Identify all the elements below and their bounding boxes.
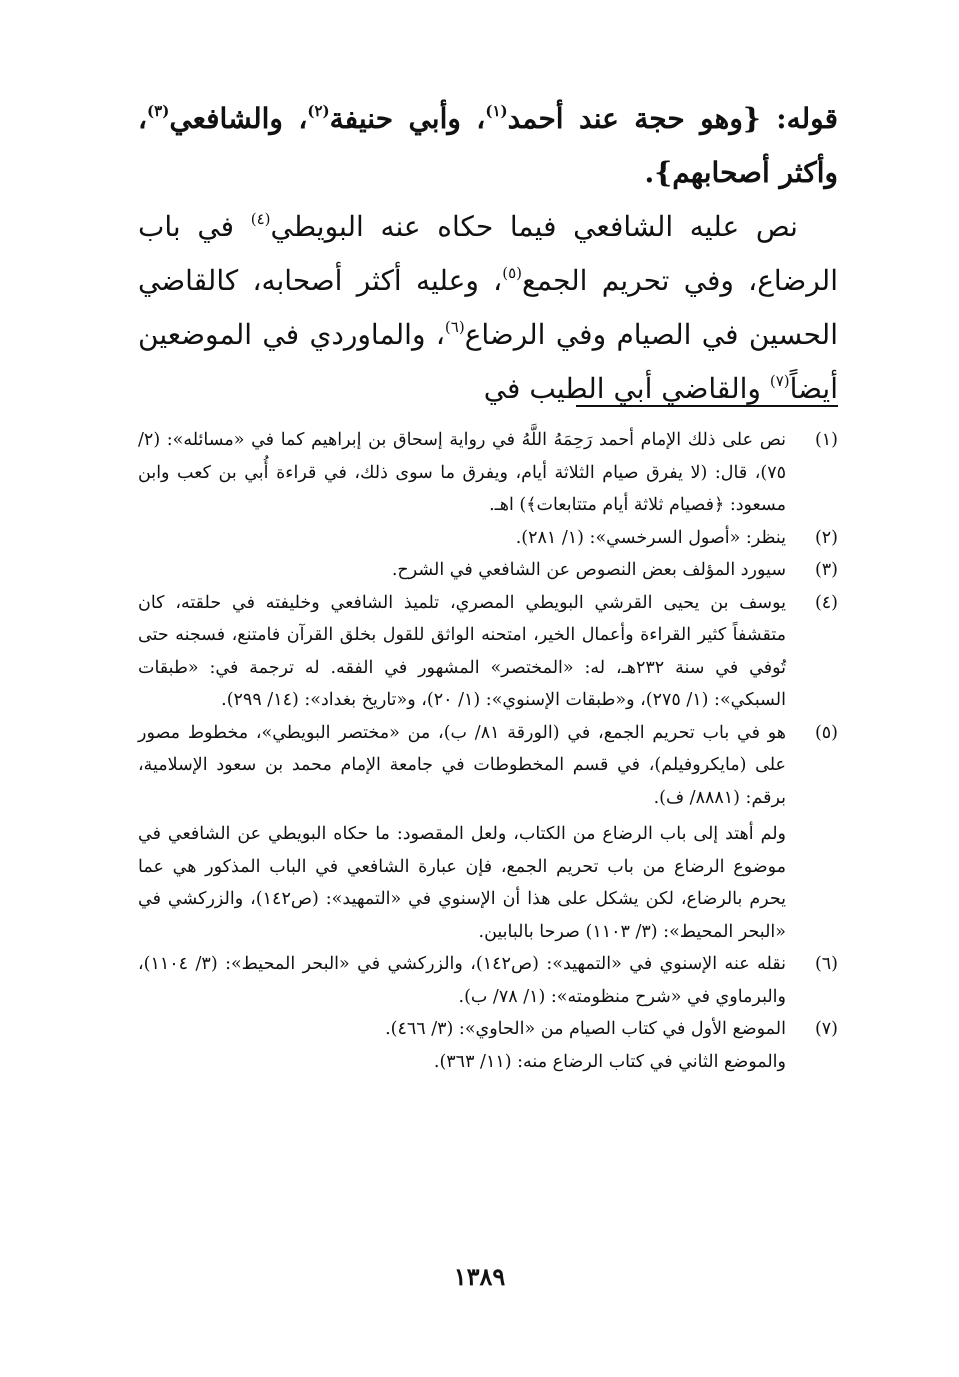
footnote-ref-6[interactable]: (٦)	[444, 318, 465, 336]
footnote-5-continuation: ولم أهتد إلى باب الرضاع من الكتاب، ولعل المقصود: ما حكاه البويطي عن الشافعي في موضوع الرضاع من باب تحريم الجمع، فإن عبارة الشافعي في الباب المذكور هي عما يحرم بالرضاع، لكن يشكل على هذا أن الإسنوي في «التمهيد»: (ص١٤٢)، والزركشي في «البحر المحيط»: (٣/ ١١٠٣) صرحا بالبابين.	[138, 824, 786, 942]
quoted-matn: قوله: {وهو حجة عند أحمد$^{(١)}$، وأبي حنيفة$^{(٢)}$، والشافعي$^{(٣)}$، وأكثر أصحابهم}.	[138, 102, 838, 189]
footnote-4	[138, 587, 838, 717]
footnote-3	[138, 554, 838, 587]
footnote-7-continuation: والموضع الثاني في كتاب الرضاع منه: (١١/ ٣٦٣).	[433, 1051, 786, 1072]
footnote-1	[138, 424, 838, 522]
footnote-number: (٣)	[814, 560, 838, 580]
footnote-text: نقله عنه الإسنوي في «التمهيد»: (ص١٤٢)، والزركشي في «البحر المحيط»: (٣/ ١١٠٤)، والبرماوي في «شرح منظومته»: (١/ ٧٨/ ب).	[138, 954, 786, 1007]
footnote-ref-3[interactable]: (٣)	[147, 102, 170, 120]
footnote-ref-1[interactable]: (١)	[485, 102, 508, 120]
footnote-number: (٤)	[814, 592, 838, 613]
footnote-number: (٧)	[814, 1019, 838, 1039]
page-number: ١٣٨٩	[453, 1262, 506, 1291]
footnote-text: يوسف بن يحيى القرشي البويطي المصري، تلميذ الشافعي وخليفته في حلقته، كان متقشفاً كثير القراءة وأعمال الخير، امتحنه الواثق للقول بخلق القرآن فامتنع، فسجنه حتى تُوفي في سنة ٢٣٢هـ، له: «المختصر» المشهور في الفقه. له ترجمة في: «طبقات السبكي»: (١/ ٢٧٥)، و«طبقات الإسنوي»: (١/ ٢٠)، و«تاريخ بغداد»: (١٤/ ٢٩٩).	[138, 592, 786, 710]
footnote-5	[138, 717, 838, 815]
footnotes	[138, 424, 838, 1078]
footnote-text: ينظر: «أصول السرخسي»: (١/ ٢٨١).	[515, 527, 786, 548]
footnote-text: سيورد المؤلف بعض النصوص عن الشافعي في الشرح.	[391, 560, 786, 580]
main-text	[138, 92, 838, 416]
footnote-ref-4[interactable]: (٤)	[250, 210, 271, 228]
commentary-paragraph: نص عليه الشافعي فيما حكاه عنه البويطي$^{(٤)}$ في باب الرضاع، وفي تحريم الجمع$^{(٥)}$، وعليه أكثر أصحابه، كالقاضي الحسين في الصيام وفي الرضاع$^{(٦)}$، والماوردي في الموضعين أيضاً$^{(٧)}$ والقاضي أبي الطيب في	[138, 210, 838, 405]
footnote-ref-7[interactable]: (٧)	[769, 372, 790, 390]
footnote-text: نص على ذلك الإمام أحمد رَحِمَهُ اللَّهُ في رواية إسحاق بن إبراهيم كما في «مسائله»: (٢/ ٧٥)، قال: (لا يفرق صيام الثلاثة أيام، ويفرق ما سوى ذلك، في قراءة أُبي بن كعب وابن مسعود: ﴿فصيام ثلاثة أيام متتابعات﴾) اهـ.	[138, 430, 786, 515]
footnote-number: (٥)	[814, 722, 838, 743]
footnote-ref-2[interactable]: (٢)	[307, 102, 330, 120]
footnote-number: (١)	[814, 430, 838, 450]
footnote-2	[138, 522, 838, 555]
footnote-number: (٢)	[814, 527, 838, 548]
footnote-text: الموضع الأول في كتاب الصيام من «الحاوي»: (٣/ ٤٦٦).	[385, 1019, 786, 1039]
footnote-text: هو في باب تحريم الجمع، في (الورقة ٨١/ ب)، من «مختصر البويطي»، مخطوط مصور على (مايكروفيلم)، في قسم المخطوطات في جامعة الإمام محمد بن سعود الإسلامية، برقم: (٨٨٨١/ ف).	[138, 722, 786, 808]
footnote-number: (٦)	[814, 954, 838, 974]
footnote-6	[138, 948, 838, 1013]
footnote-separator	[576, 405, 838, 407]
footnote-7	[138, 1013, 838, 1046]
footnote-ref-5[interactable]: (٥)	[502, 264, 522, 282]
